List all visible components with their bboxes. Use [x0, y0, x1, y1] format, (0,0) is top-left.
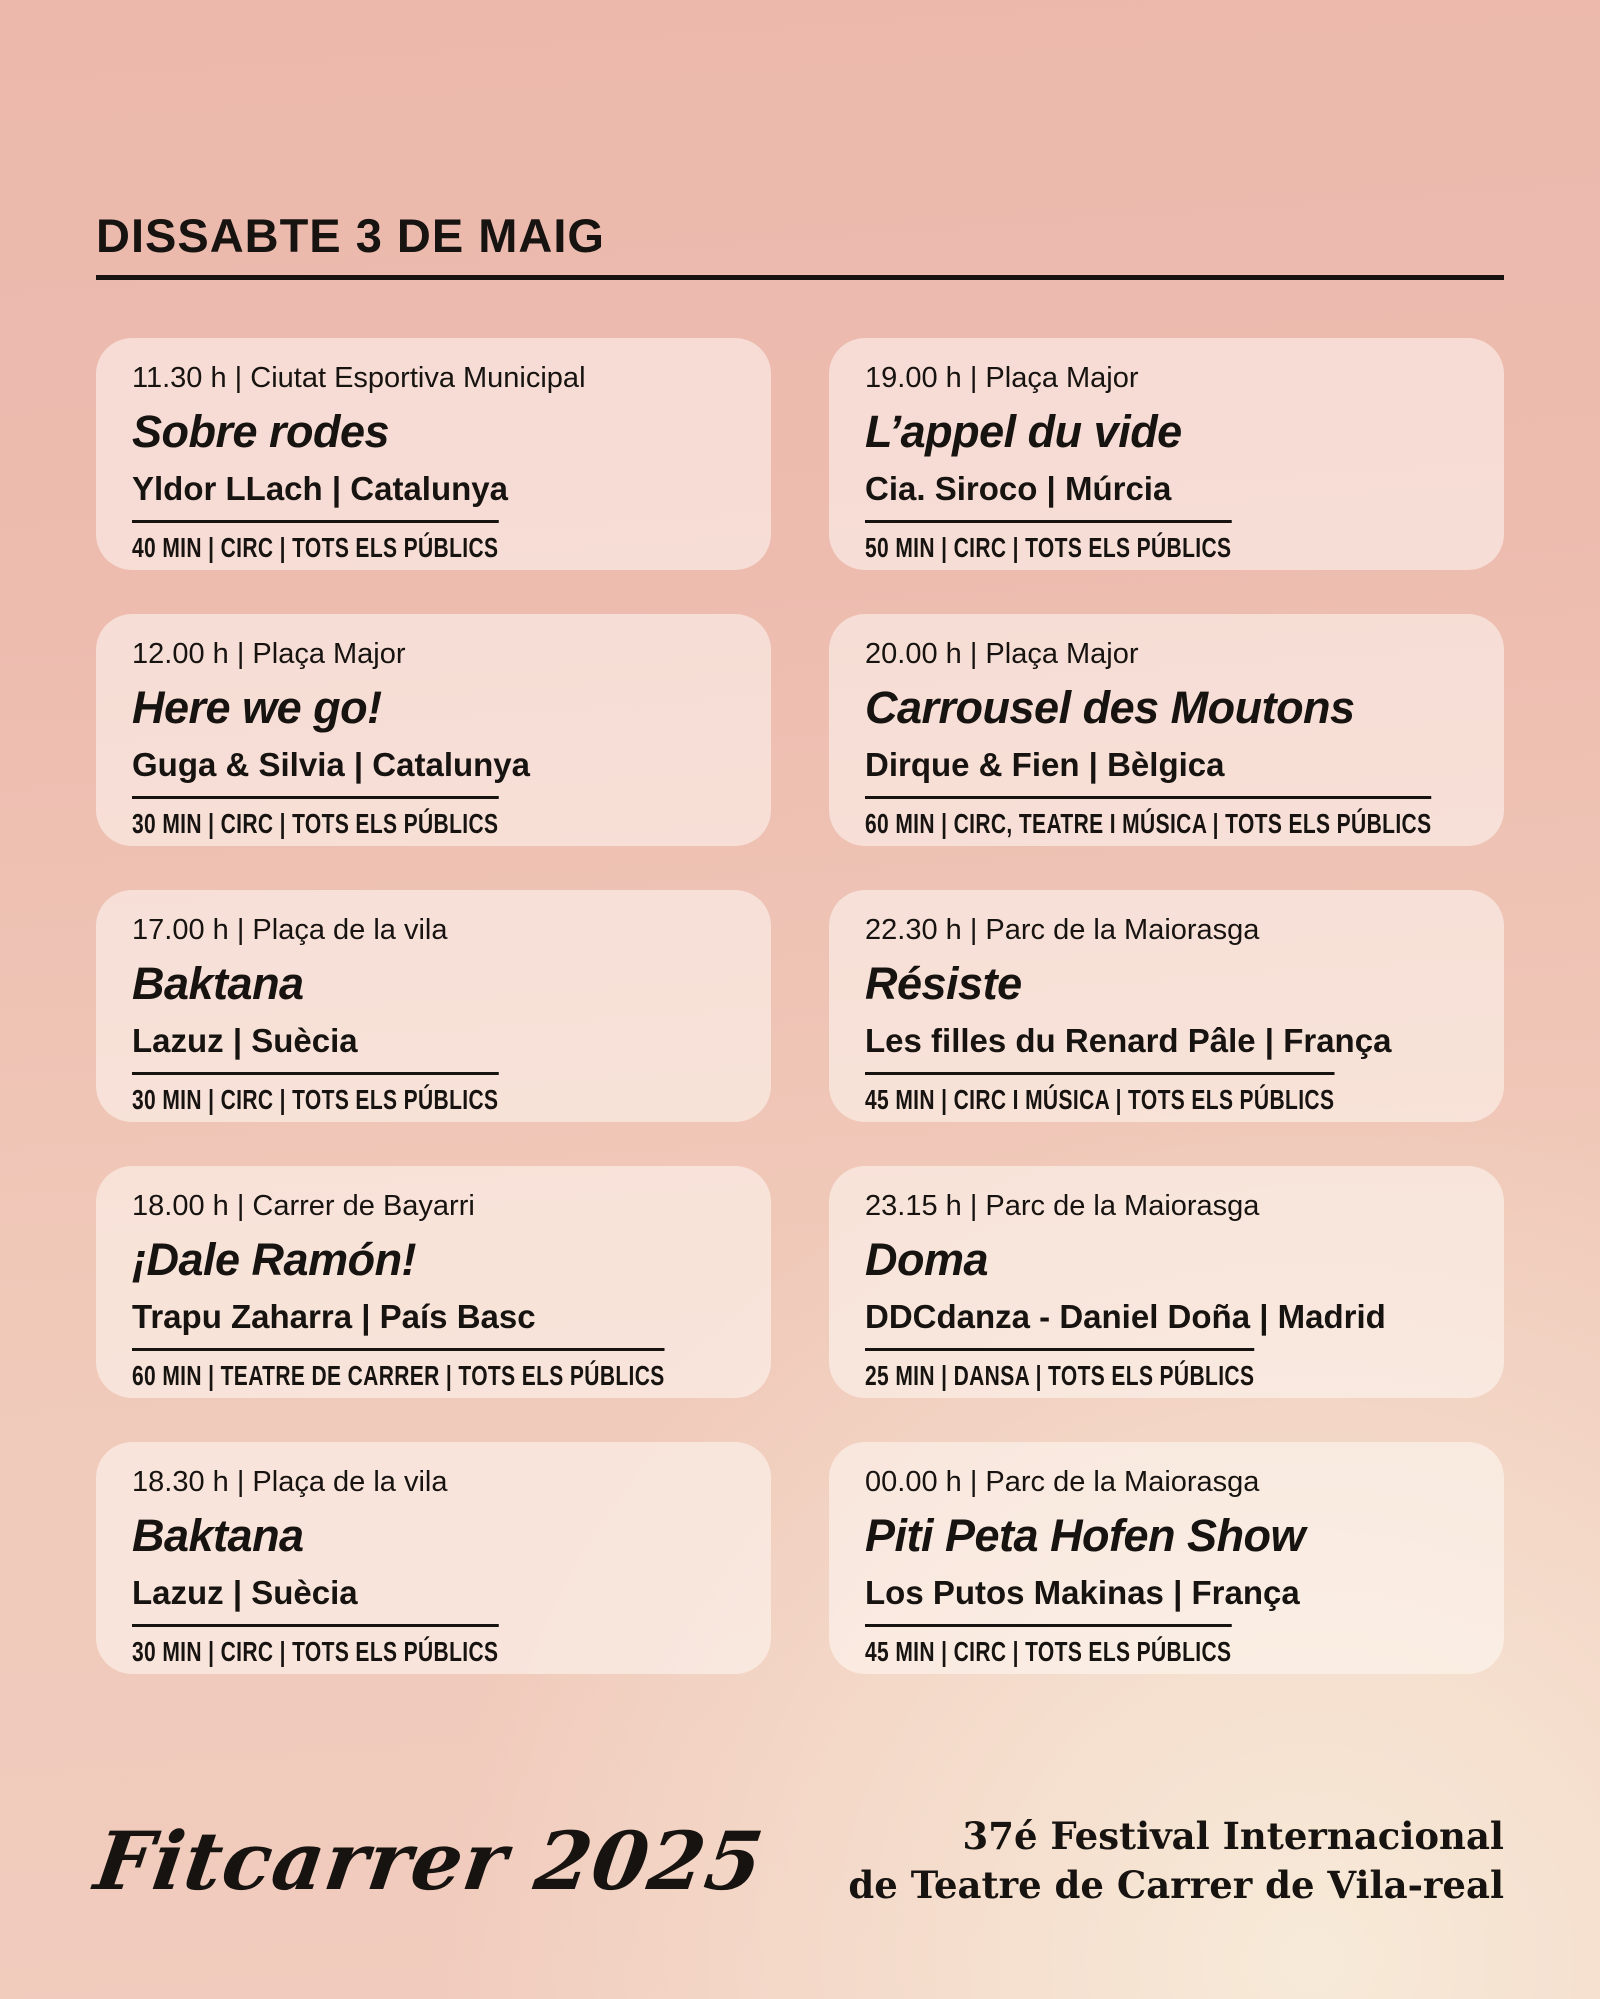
event-meta-text: 30 MIN | CIRC | TOTS ELS PÚBLICS	[132, 1624, 498, 1666]
event-meta-text: 50 MIN | CIRC | TOTS ELS PÚBLICS	[865, 520, 1231, 562]
event-card	[829, 1442, 1504, 1674]
festival-name	[848, 1812, 1504, 1910]
event-company: Lazuz | Suècia	[132, 1022, 358, 1060]
event-schedule: 11.30 h | Ciutat Esportiva Municipal	[132, 362, 586, 394]
event-card	[96, 890, 771, 1122]
event-company: Lazuz | Suècia	[132, 1574, 358, 1612]
event-meta-text: 45 MIN | CIRC | TOTS ELS PÚBLICS	[865, 1624, 1231, 1666]
event-schedule: 23.15 h | Parc de la Maiorasga	[865, 1190, 1260, 1222]
event-card	[96, 338, 771, 570]
event-meta	[865, 1072, 1468, 1114]
event-schedule: 00.00 h | Parc de la Maiorasga	[865, 1466, 1260, 1498]
event-card	[829, 1166, 1504, 1398]
event-schedule: 17.00 h | Plaça de la vila	[132, 914, 448, 946]
festival-line-2: de Teatre de Carrer de Vila-real	[848, 1862, 1504, 1907]
header	[96, 0, 1504, 280]
event-company: Yldor LLach | Catalunya	[132, 470, 508, 508]
event-card	[829, 338, 1504, 570]
event-title: L’appel du vide	[865, 406, 1182, 457]
title-rule	[96, 275, 1504, 280]
event-meta-text: 60 MIN | TEATRE DE CARRER | TOTS ELS PÚBLICS	[132, 1348, 665, 1390]
event-company: Dirque & Fien | Bèlgica	[865, 746, 1225, 784]
event-meta-text: 30 MIN | CIRC | TOTS ELS PÚBLICS	[132, 796, 498, 838]
event-meta	[132, 520, 735, 562]
event-company: Los Putos Makinas | França	[865, 1574, 1300, 1612]
event-card	[96, 614, 771, 846]
footer	[89, 1812, 1504, 1910]
event-schedule: 20.00 h | Plaça Major	[865, 638, 1139, 670]
event-card	[96, 1442, 771, 1674]
event-title: ¡Dale Ramón!	[132, 1234, 417, 1285]
event-meta	[865, 1348, 1468, 1390]
event-meta	[865, 520, 1468, 562]
event-meta-text: 45 MIN | CIRC I MÚSICA | TOTS ELS PÚBLICS	[865, 1072, 1334, 1114]
event-company: Guga & Silvia | Catalunya	[132, 746, 531, 784]
event-schedule: 12.00 h | Plaça Major	[132, 638, 406, 670]
event-card	[829, 614, 1504, 846]
event-title: Piti Peta Hofen Show	[865, 1510, 1306, 1561]
event-meta	[865, 796, 1468, 838]
event-title: Résiste	[865, 958, 1022, 1009]
event-meta-text: 60 MIN | CIRC, TEATRE I MÚSICA | TOTS ELS PÚBLICS	[865, 796, 1431, 838]
event-company: Trapu Zaharra | País Basc	[132, 1298, 536, 1336]
event-schedule: 18.00 h | Carrer de Bayarri	[132, 1190, 475, 1222]
event-meta	[132, 796, 735, 838]
event-meta-text: 40 MIN | CIRC | TOTS ELS PÚBLICS	[132, 520, 498, 562]
event-title: Carrousel des Moutons	[865, 682, 1355, 733]
event-company: DDCdanza - Daniel Doña | Madrid	[865, 1298, 1386, 1336]
page-title: DISSABTE 3 DE MAIG	[96, 209, 605, 262]
festival-line-1: 37é Festival Internacional	[962, 1814, 1504, 1858]
event-schedule: 19.00 h | Plaça Major	[865, 362, 1139, 394]
event-schedule: 18.30 h | Plaça de la vila	[132, 1466, 448, 1498]
event-title: Baktana	[132, 958, 304, 1009]
event-title: Doma	[865, 1234, 989, 1285]
event-title: Baktana	[132, 1510, 304, 1561]
event-meta-text: 30 MIN | CIRC | TOTS ELS PÚBLICS	[132, 1072, 498, 1114]
event-schedule: 22.30 h | Parc de la Maiorasga	[865, 914, 1260, 946]
event-title: Here we go!	[132, 682, 382, 733]
event-meta	[865, 1624, 1468, 1666]
event-meta	[132, 1072, 735, 1114]
event-card	[96, 1166, 771, 1398]
event-company: Cia. Siroco | Múrcia	[865, 470, 1172, 508]
event-card	[829, 890, 1504, 1122]
event-meta-text: 25 MIN | DANSA | TOTS ELS PÚBLICS	[865, 1348, 1254, 1390]
fitcarrer-logo: Fitcarrer 2025	[89, 1813, 770, 1908]
events-grid	[96, 338, 1504, 1674]
event-meta	[132, 1624, 735, 1666]
event-company: Les filles du Renard Pâle | França	[865, 1022, 1392, 1060]
event-title: Sobre rodes	[132, 406, 390, 457]
event-meta	[132, 1348, 735, 1390]
